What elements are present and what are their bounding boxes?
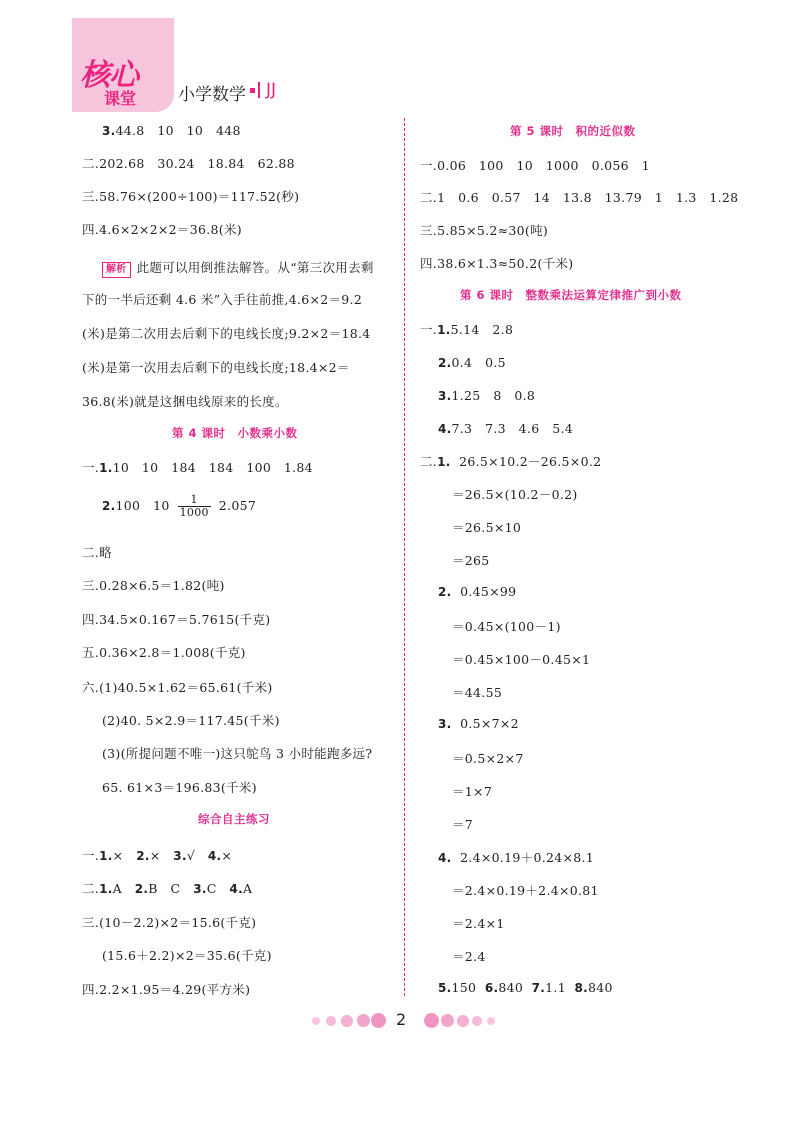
answer-line: 二.1. 26.5×10.2－26.5×0.2 (420, 454, 602, 469)
answer-line: 二.1.A 2.B C 3.C 4.A (82, 881, 253, 896)
footer-dot (441, 1014, 454, 1027)
footer-dot (472, 1016, 482, 1026)
answer-line: 五.0.36×2.8＝1.008(千克) (82, 645, 246, 660)
calc-step: ＝2.4×1 (452, 916, 505, 931)
answer-line: (2)40. 5×2.9＝117.45(千米) (102, 713, 280, 728)
answer-line: 六.(1)40.5×1.62＝65.61(千米) (82, 680, 273, 695)
analysis-line: (米)是第二次用去后剩下的电线长度;9.2×2＝18.4 (82, 326, 371, 341)
answer-line: 一.0.06 100 10 1000 0.056 1 (420, 158, 650, 173)
answer-line: 二.202.68 30.24 18.84 62.88 (82, 156, 295, 171)
footer-dot (312, 1017, 320, 1025)
answer-line: 3. 0.5×7×2 (438, 716, 519, 731)
answer-line: 三.58.76×(200÷100)＝117.52(秒) (82, 189, 300, 204)
analysis-tag: 解析 (102, 262, 131, 278)
page-number: 2 (396, 1010, 407, 1029)
answer-line: 4. 2.4×0.19＋0.24×8.1 (438, 850, 595, 865)
answer-line: 一.1.10 10 184 184 100 1.84 (82, 460, 313, 475)
answer-line: 三.(10－2.2)×2＝15.6(千克) (82, 915, 257, 930)
answer-line: (15.6＋2.2)×2＝35.6(千克) (102, 948, 272, 963)
calc-step: ＝0.45×100－0.45×1 (452, 652, 591, 667)
answer-line: 65. 61×3＝196.83(千米) (102, 780, 257, 795)
fraction: $\frac{1}{1000}$ (179, 493, 209, 519)
footer-dot (357, 1014, 370, 1027)
section-title: 第 5 课时 积的近似数 (510, 124, 636, 138)
calc-step: ＝44.55 (452, 685, 503, 700)
answer-line: 四.34.5×0.167＝5.7615(千克) (82, 612, 271, 627)
calc-step: ＝0.45×(100－1) (452, 619, 561, 634)
answer-line: 一.1.× 2.× 3.√ 4.× (82, 848, 233, 863)
section-title: 第 4 课时 小数乘小数 (172, 426, 298, 440)
footer-dot (487, 1017, 495, 1025)
answer-line: 3.44.8 10 10 448 (102, 123, 241, 138)
answer-line: 4.7.3 7.3 4.6 5.4 (438, 421, 574, 436)
footer-dot (371, 1013, 386, 1028)
footer-dot (326, 1016, 336, 1026)
answer-line: 四.38.6×1.3≈50.2(千米) (420, 256, 574, 271)
answer-line: 3.1.25 8 0.8 (438, 388, 536, 403)
footer-dot (457, 1015, 469, 1027)
calc-step: ＝2.4 (452, 949, 486, 964)
answer-line: 2.0.4 0.5 (438, 355, 506, 370)
answer-line: 四.2.2×1.95＝4.29(平方米) (82, 982, 251, 997)
answer-line: 二.略 (82, 545, 112, 560)
logo-subtitle: 课堂 (104, 89, 137, 108)
calc-step: ＝2.4×0.19＋2.4×0.81 (452, 883, 599, 898)
answer-line: 一.1.5.14 2.8 (420, 322, 514, 337)
edition-label: JJ (266, 80, 277, 100)
calc-step: ＝26.5×10 (452, 520, 522, 535)
calc-step: ＝0.5×2×7 (452, 751, 524, 766)
subject-bar (258, 82, 260, 98)
answer-line: 二.1 0.6 0.57 14 13.8 13.79 1 1.3 1.28 (420, 190, 739, 205)
analysis-line: 36.8(米)就是这捆电线原来的长度。 (82, 394, 288, 409)
footer-dot (341, 1015, 353, 1027)
answer-line: (3)(所提问题不唯一)这只鸵鸟 3 小时能跑多远? (102, 746, 373, 761)
footer-dot (424, 1013, 439, 1028)
calc-step: ＝26.5×(10.2－0.2) (452, 487, 578, 502)
answer-line: 三.0.28×6.5＝1.82(吨) (82, 578, 225, 593)
answer-line: 三.5.85×5.2≈30(吨) (420, 223, 549, 238)
analysis-line: (米)是第一次用去后剩下的电线长度;18.4×2＝ (82, 360, 350, 375)
answer-line: 2. 0.45×99 (438, 584, 517, 599)
analysis-line: 解析 此题可以用倒推法解答。从“第三次用去剩 (102, 258, 374, 278)
section-title: 综合自主练习 (198, 812, 270, 826)
calc-step: ＝7 (452, 817, 474, 832)
answer-line: 四.4.6×2×2×2＝36.8(米) (82, 222, 242, 237)
column-divider (404, 118, 405, 996)
subject-label: 小学数学 (178, 85, 246, 105)
calc-step: ＝265 (452, 553, 490, 568)
subject-separator (250, 88, 255, 93)
answer-line: 2.100 10 $\frac{1}{1000}$ 2.057 (102, 493, 257, 519)
analysis-line: 下的一半后还剩 4.6 米”入手往前推,4.6×2＝9.2 (82, 292, 363, 307)
logo-title: 核心 (80, 58, 138, 93)
section-title: 第 6 课时 整数乘法运算定律推广到小数 (460, 288, 682, 302)
calc-step: ＝1×7 (452, 784, 493, 799)
answer-line: 5.150 6.840 7.1.1 8.840 (438, 980, 613, 995)
